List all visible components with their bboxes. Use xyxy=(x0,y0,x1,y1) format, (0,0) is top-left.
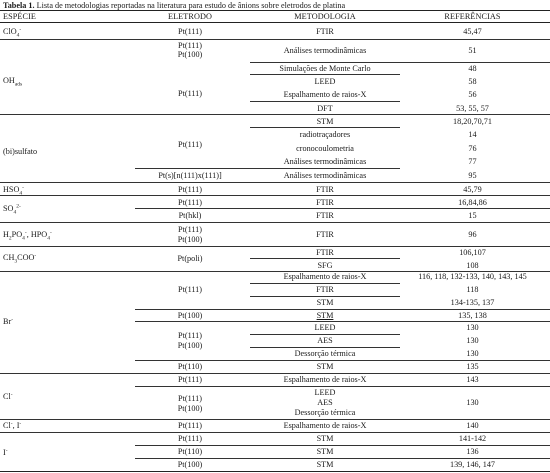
table-cell: 18,20,70,71 xyxy=(453,117,492,126)
table-cell: Pt(110) xyxy=(177,362,203,371)
table-cell: Pt(100) xyxy=(177,460,203,469)
header-metodologia: METODOLOGIA xyxy=(294,12,356,21)
row-rule xyxy=(135,445,550,446)
species-hso4: $HSO_4^-$ xyxy=(3,184,24,197)
table-cell: 116, 118, 132-133, 140, 143, 145 xyxy=(418,272,527,281)
table-cell: Pt(100) xyxy=(177,50,203,59)
species-oh-ads: $OH_{ads}$ xyxy=(3,76,23,88)
table-bottom-rule xyxy=(0,471,550,472)
table-cell: 76 xyxy=(468,144,477,153)
table-cell: 118 xyxy=(466,285,479,294)
table-cell: Dessorção térmica xyxy=(294,349,356,358)
table-cell: Pt(111) xyxy=(178,198,202,207)
table-caption xyxy=(3,1,345,10)
table-cell: STM xyxy=(316,362,334,371)
table-cell: Pt(100) xyxy=(177,235,203,244)
table-cell: Pt(110) xyxy=(177,447,203,456)
row-rule xyxy=(135,386,550,387)
table-cell: 141-142 xyxy=(458,434,487,443)
table-cell: 56 xyxy=(468,90,477,99)
table-cell: 48 xyxy=(468,64,477,73)
table-cell: Pt(111) xyxy=(178,89,202,98)
table-cell: Espalhamento de raios-X xyxy=(283,375,367,384)
table-cell: 140 xyxy=(466,421,479,430)
caption-text: Lista de metodologias reportadas na literatura para estudo de ânions sobre eletrodos de platina xyxy=(34,1,346,10)
species-so4: $SO_4^{2-}$ xyxy=(3,203,21,216)
row-rule xyxy=(0,114,550,115)
table-top-rule xyxy=(0,10,550,11)
row-rule xyxy=(135,168,400,169)
species-bisulfato: (bi)sulfato xyxy=(3,147,38,156)
table-cell: FTIR xyxy=(316,230,334,239)
species-ch3coo: $CH_3COO^-$ xyxy=(3,252,37,265)
table-cell: 95 xyxy=(468,171,477,180)
table-cell: 130 xyxy=(466,336,479,345)
table-cell: Pt(111) xyxy=(178,285,202,294)
table-cell: 135 xyxy=(466,362,479,371)
table-cell: Pt(111) xyxy=(178,225,202,234)
row-rule xyxy=(250,101,400,102)
species-i: I- xyxy=(3,447,8,457)
row-rule xyxy=(0,222,550,223)
table-cell: 108 xyxy=(466,261,479,270)
table-cell: FTIR xyxy=(316,285,334,294)
header-rule xyxy=(0,22,550,23)
row-rule xyxy=(250,347,400,348)
table-cell: Dessorção térmica xyxy=(294,408,356,417)
table-cell: SFG xyxy=(317,261,333,270)
row-rule xyxy=(0,373,550,374)
table-cell: 134-135, 137 xyxy=(450,298,495,307)
table-cell: STM xyxy=(316,298,334,307)
row-rule xyxy=(250,334,400,335)
table-cell: Pt(111) xyxy=(178,41,202,50)
caption-label: Tabela 1. xyxy=(3,1,35,10)
row-rule xyxy=(250,296,400,297)
table-cell: 45,79 xyxy=(463,185,482,194)
table-cell: STM xyxy=(316,460,334,469)
table-cell: 130 xyxy=(466,398,479,407)
row-rule xyxy=(0,195,550,196)
table-cell: FTIR xyxy=(316,185,334,194)
row-rule xyxy=(250,283,400,284)
table-cell: Análises termodinâmicas xyxy=(283,46,367,55)
species-h2po4-hpo4: $H_2PO_4^-$, $HPO_4^-$ xyxy=(3,229,52,242)
table-cell: FTIR xyxy=(316,198,334,207)
table-cell: Pt(s)[n(111)x(111)] xyxy=(158,171,222,180)
row-rule xyxy=(0,432,550,433)
row-rule xyxy=(0,182,550,183)
table-cell: Espalhamento de raios-X xyxy=(283,421,367,430)
table-cell: STM xyxy=(316,117,334,126)
table-cell: Espalhamento de raios-X xyxy=(283,272,367,281)
table-cell: 14 xyxy=(468,130,477,139)
table-cell: 77 xyxy=(468,157,477,166)
table-cell: Simulações de Monte Carlo xyxy=(279,64,371,73)
table-cell: Pt(111) xyxy=(178,421,202,430)
table-cell: cronocoulometria xyxy=(296,144,354,153)
table-cell: Pt(100) xyxy=(177,341,203,350)
row-rule xyxy=(0,419,550,420)
row-rule xyxy=(0,246,550,247)
table-cell: AES xyxy=(317,398,333,407)
row-rule xyxy=(0,39,550,40)
table-cell: STM xyxy=(316,447,334,456)
table-cell: 106,107 xyxy=(459,248,486,257)
table-cell: Pt(111) xyxy=(178,140,202,149)
table-cell: 53, 55, 57 xyxy=(456,104,489,113)
table-cell: Pt(111) xyxy=(178,27,202,36)
row-rule xyxy=(135,321,550,322)
table-cell: 16,84,86 xyxy=(458,198,487,207)
row-rule xyxy=(250,127,400,128)
table-cell: Pt(111) xyxy=(178,331,202,340)
species-br: Br- xyxy=(3,316,14,326)
table-cell: STM xyxy=(316,311,334,320)
table-cell: Análises termodinâmicas xyxy=(283,171,367,180)
row-rule xyxy=(135,208,550,209)
row-rule xyxy=(250,62,550,63)
table-cell: 135, 138 xyxy=(458,311,487,320)
species-cl: Cl- xyxy=(3,391,13,401)
row-rule xyxy=(135,360,550,361)
table-cell: 45,47 xyxy=(463,27,482,36)
table-cell: 51 xyxy=(468,46,477,55)
table-cell: 130 xyxy=(466,349,479,358)
table-cell: DFT xyxy=(317,104,333,113)
table-cell: Pt(100) xyxy=(177,404,203,413)
row-rule xyxy=(135,458,550,459)
table-cell: AES xyxy=(317,336,333,345)
table-cell: radiotraçadores xyxy=(299,130,351,139)
table-cell: 58 xyxy=(468,77,477,86)
table-cell: 96 xyxy=(468,230,477,239)
table-cell: FTIR xyxy=(316,27,334,36)
row-rule xyxy=(135,309,550,310)
table-cell: 130 xyxy=(466,323,479,332)
table-cell: Pt(111) xyxy=(178,375,202,384)
table-cell: Pt(hkl) xyxy=(178,211,202,220)
table-cell: FTIR xyxy=(316,211,334,220)
row-rule xyxy=(250,74,400,75)
table-cell: Análises termodinâmicas xyxy=(283,157,367,166)
header-eletrodo: ELETRODO xyxy=(167,12,212,21)
table-cell: 15 xyxy=(468,211,477,220)
table-cell: LEED xyxy=(314,77,336,86)
table-cell: 143 xyxy=(466,375,479,384)
species-clo4: ClO$_4$- xyxy=(3,26,22,39)
table-cell: FTIR xyxy=(316,248,334,257)
species-cl-i: Cl-, I- xyxy=(3,420,22,430)
row-rule xyxy=(250,258,400,259)
table-cell: Pt(111) xyxy=(178,394,202,403)
header-especie: ESPÉCIE xyxy=(3,12,36,21)
table-cell: Pt(100) xyxy=(177,311,203,320)
table-cell: LEED xyxy=(314,388,336,397)
header-referencias: REFERÊNCIAS xyxy=(444,12,501,21)
table-cell: STM xyxy=(316,434,334,443)
table-cell: 139, 146, 147 xyxy=(449,460,496,469)
table-cell: Pt(111) xyxy=(178,434,202,443)
table-cell: Pt(111) xyxy=(178,185,202,194)
table-cell: 136 xyxy=(466,447,479,456)
table-cell: Pt(poli) xyxy=(177,254,203,263)
table-cell: LEED xyxy=(314,323,336,332)
table-cell: Espalhamento de raios-X xyxy=(283,90,367,99)
